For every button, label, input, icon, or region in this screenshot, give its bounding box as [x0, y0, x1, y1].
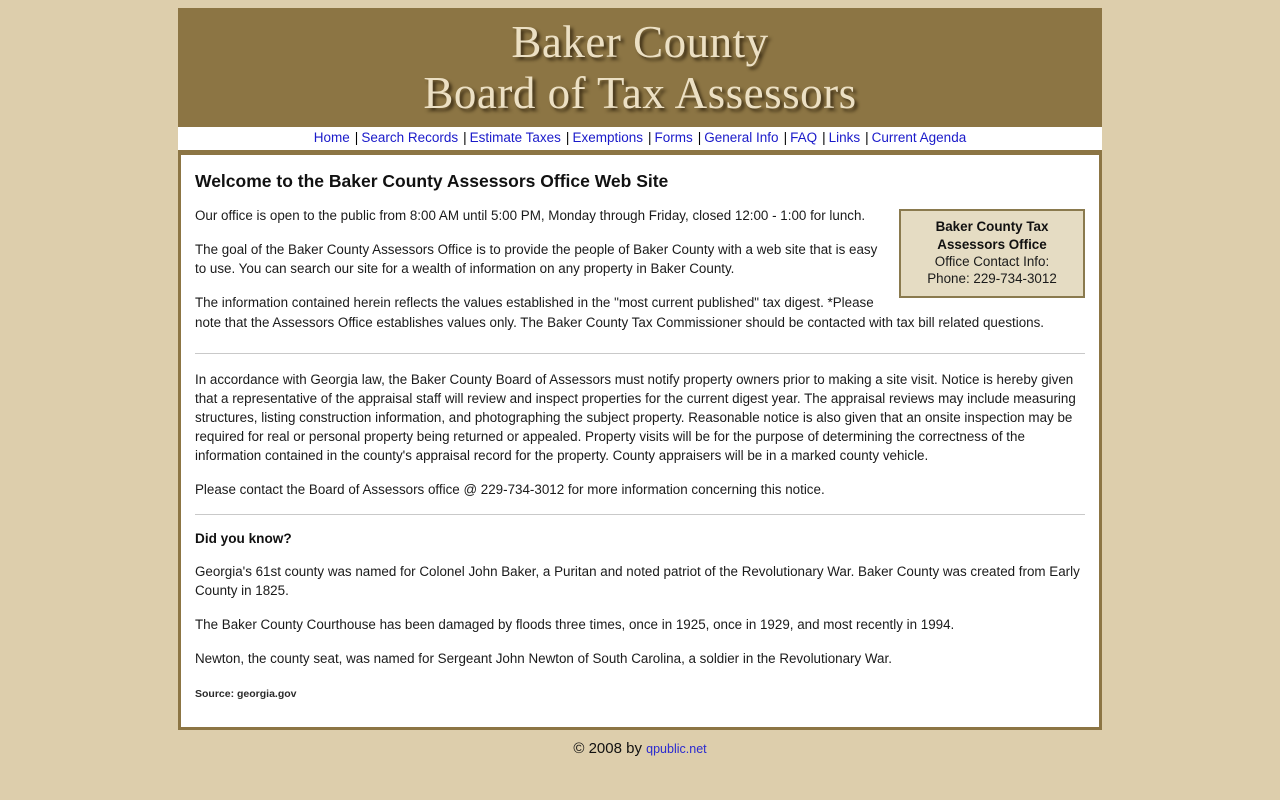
- nav-item-search-records[interactable]: Search Records: [361, 130, 459, 146]
- section-divider-bottom: [195, 514, 1085, 515]
- section-divider-top: [195, 353, 1085, 354]
- page-wrapper: [178, 0, 1102, 757]
- paragraph-goal: The goal of the Baker County Assessors Office is to provide the people of Baker County with a web site that is easy to use. You can search our site for a wealth of information on any property in Baker County.: [195, 242, 878, 277]
- nav-item-links[interactable]: Links: [828, 130, 861, 146]
- did-you-know-heading: Did you know?: [195, 530, 292, 546]
- paragraph-site-visit-notice: In accordance with Georgia law, the Baker County Board of Assessors must notify property owners prior to making a site visit. Notice is hereby given that a representative of the appraisal staff will review and inspect properties for the current digest year. The appraisal reviews may include measuring structures, listing construction information, and photographing the subject property. Reasonable notice is also given that an onsite inspection may be required for real or personal property being returned or appealed. Property visits will be for the purpose of determining the correctness of the information contained in the county's appraisal record for the property. County appraisers will be in a marked county vehicle.: [195, 371, 1076, 463]
- nav-item-current-agenda[interactable]: Current Agenda: [871, 130, 967, 146]
- paragraph-contact-notice: Please contact the Board of Assessors office @ 229-734-3012 for more information concerning this notice.: [195, 481, 825, 497]
- site-footer: [178, 730, 1102, 757]
- nav-separator: |: [354, 130, 359, 146]
- site-title-line-1: Baker County: [511, 17, 769, 67]
- qpublic-link[interactable]: qpublic.net: [646, 742, 707, 757]
- contact-box-line-3: Office Contact Info:: [934, 253, 1050, 269]
- navigation-bar-outer: [178, 123, 1102, 155]
- nav-item-general-info[interactable]: General Info: [704, 130, 779, 146]
- nav-separator: |: [565, 130, 570, 146]
- nav-separator: |: [865, 130, 869, 146]
- nav-separator: |: [783, 130, 788, 146]
- fact-county-seat: Newton, the county seat, was named for Sergeant John Newton of South Carolina, a soldier in the Revolutionary War.: [195, 650, 892, 666]
- nav-separator: |: [647, 130, 652, 146]
- fact-courthouse-floods: The Baker County Courthouse has been damaged by floods three times, once in 1925, once in 1929, and most recently in 1994.: [195, 616, 955, 632]
- contact-box-line-2: Assessors Office: [937, 236, 1047, 252]
- paragraph-office-hours: Our office is open to the public from 8:00 AM until 5:00 PM, Monday through Friday, closed 12:00 - 1:00 for lunch.: [195, 208, 866, 224]
- nav-separator: |: [822, 130, 826, 146]
- content-inner: [193, 171, 1087, 699]
- contact-box-line-1: Baker County Tax: [935, 219, 1049, 235]
- site-title-line-2: Board of Tax Assessors: [423, 67, 857, 118]
- content-frame: [178, 155, 1102, 730]
- nav-item-exemptions[interactable]: Exemptions: [572, 130, 643, 146]
- nav-item-faq[interactable]: FAQ: [790, 130, 818, 146]
- source-note: Source: georgia.gov: [195, 687, 297, 700]
- paragraph-disclaimer: The information contained herein reflects the values established in the "most current published" tax digest. *Please note that the Assessors Office establishes values only. The Baker County Tax Commissioner should be contacted with tax bill related questions.: [195, 295, 1045, 330]
- site-header: [178, 8, 1102, 123]
- page-title: Welcome to the Baker County Assessors Office Web Site: [195, 171, 669, 192]
- copyright-text: © 2008 by: [573, 740, 642, 758]
- contact-box-phone: Phone: 229-734-3012: [927, 271, 1057, 287]
- contact-info-box: [899, 209, 1085, 297]
- navigation-bar: [178, 127, 1102, 150]
- nav-item-forms[interactable]: Forms: [654, 130, 693, 146]
- fact-county-named: Georgia's 61st county was named for Colonel John Baker, a Puritan and noted patriot of the Revolutionary War. Baker County was created from Early County in 1825.: [195, 563, 1080, 598]
- nav-item-home[interactable]: Home: [313, 130, 350, 146]
- nav-item-estimate-taxes[interactable]: Estimate Taxes: [469, 130, 561, 146]
- nav-separator: |: [697, 130, 702, 146]
- nav-separator: |: [463, 130, 467, 146]
